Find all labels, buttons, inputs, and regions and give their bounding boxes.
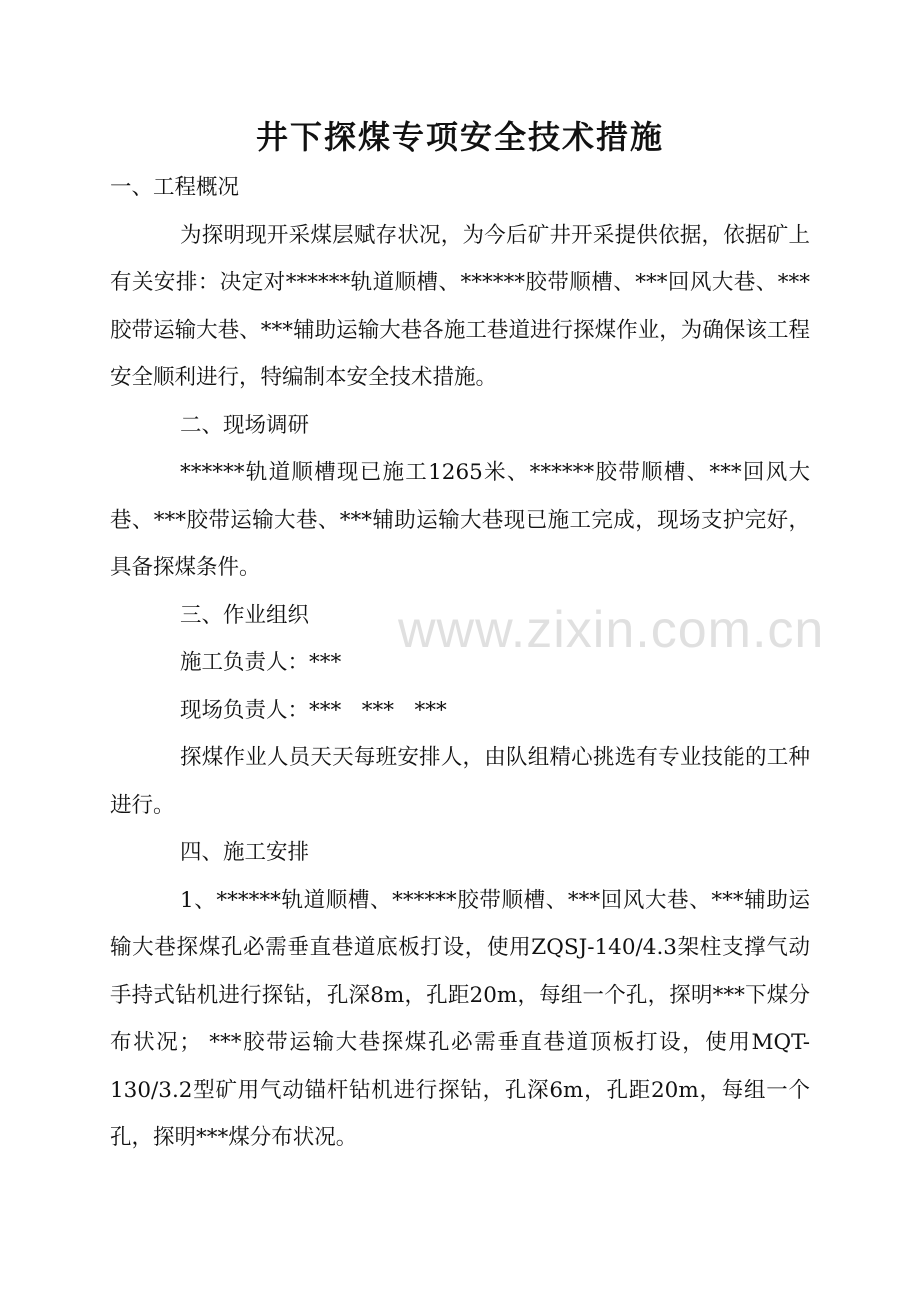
paragraph-staffing: 探煤作业人员天天每班安排人，由队组精心挑选有专业技能的工种进行。 xyxy=(110,745,810,818)
paragraph-arrangement-1: 1、******轨道顺槽、******胶带顺槽、***回风大巷、***辅助运输大巷探煤孔必需垂直巷道底板打设，使用ZQSJ-140/4.3架柱支撑气动手持式钻机进行探钻，孔深8m，孔距20m，每组一个孔，探明***下煤分布状况； ***胶带运输大巷探煤孔必需垂直巷道顶板打设，使用MQT-130/3.2型矿用气动锚杆钻机进行探钻，孔深6m，孔距20m，每组一个孔，探明***煤分布状况。 xyxy=(110,887,810,1150)
site-leader-line: 现场负责人：*** *** *** xyxy=(180,697,447,723)
paragraph-survey: ******轨道顺槽现已施工1265米、******胶带顺槽、***回风大巷、***胶带运输大巷、***辅助运输大巷现已施工完成，现场支护完好，具备探煤条件。 xyxy=(110,460,810,580)
section-heading-arrangement: 四、施工安排 xyxy=(180,840,310,865)
section-heading-overview: 一、工程概况 xyxy=(110,175,240,200)
document-body xyxy=(110,164,825,1162)
section-heading-survey: 二、现场调研 xyxy=(180,412,310,438)
paragraph-overview: 为探明现开采煤层赋存状况，为今后矿井开采提供依据，依据矿上有关安排：决定对******轨道顺槽、******胶带顺槽、***回风大巷、***胶带运输大巷、***辅助运输大巷各施工巷道进行探煤作业，为确保该工程安全顺利进行，特编制本安全技术措施。 xyxy=(110,222,810,390)
document-title: 井下探煤专项安全技术措施 xyxy=(255,118,664,156)
watermark-text: www.zixin.com.cn xyxy=(398,601,825,659)
construction-leader-line: 施工负责人：*** xyxy=(180,650,342,675)
section-heading-organization: 三、作业组织 xyxy=(180,602,310,628)
